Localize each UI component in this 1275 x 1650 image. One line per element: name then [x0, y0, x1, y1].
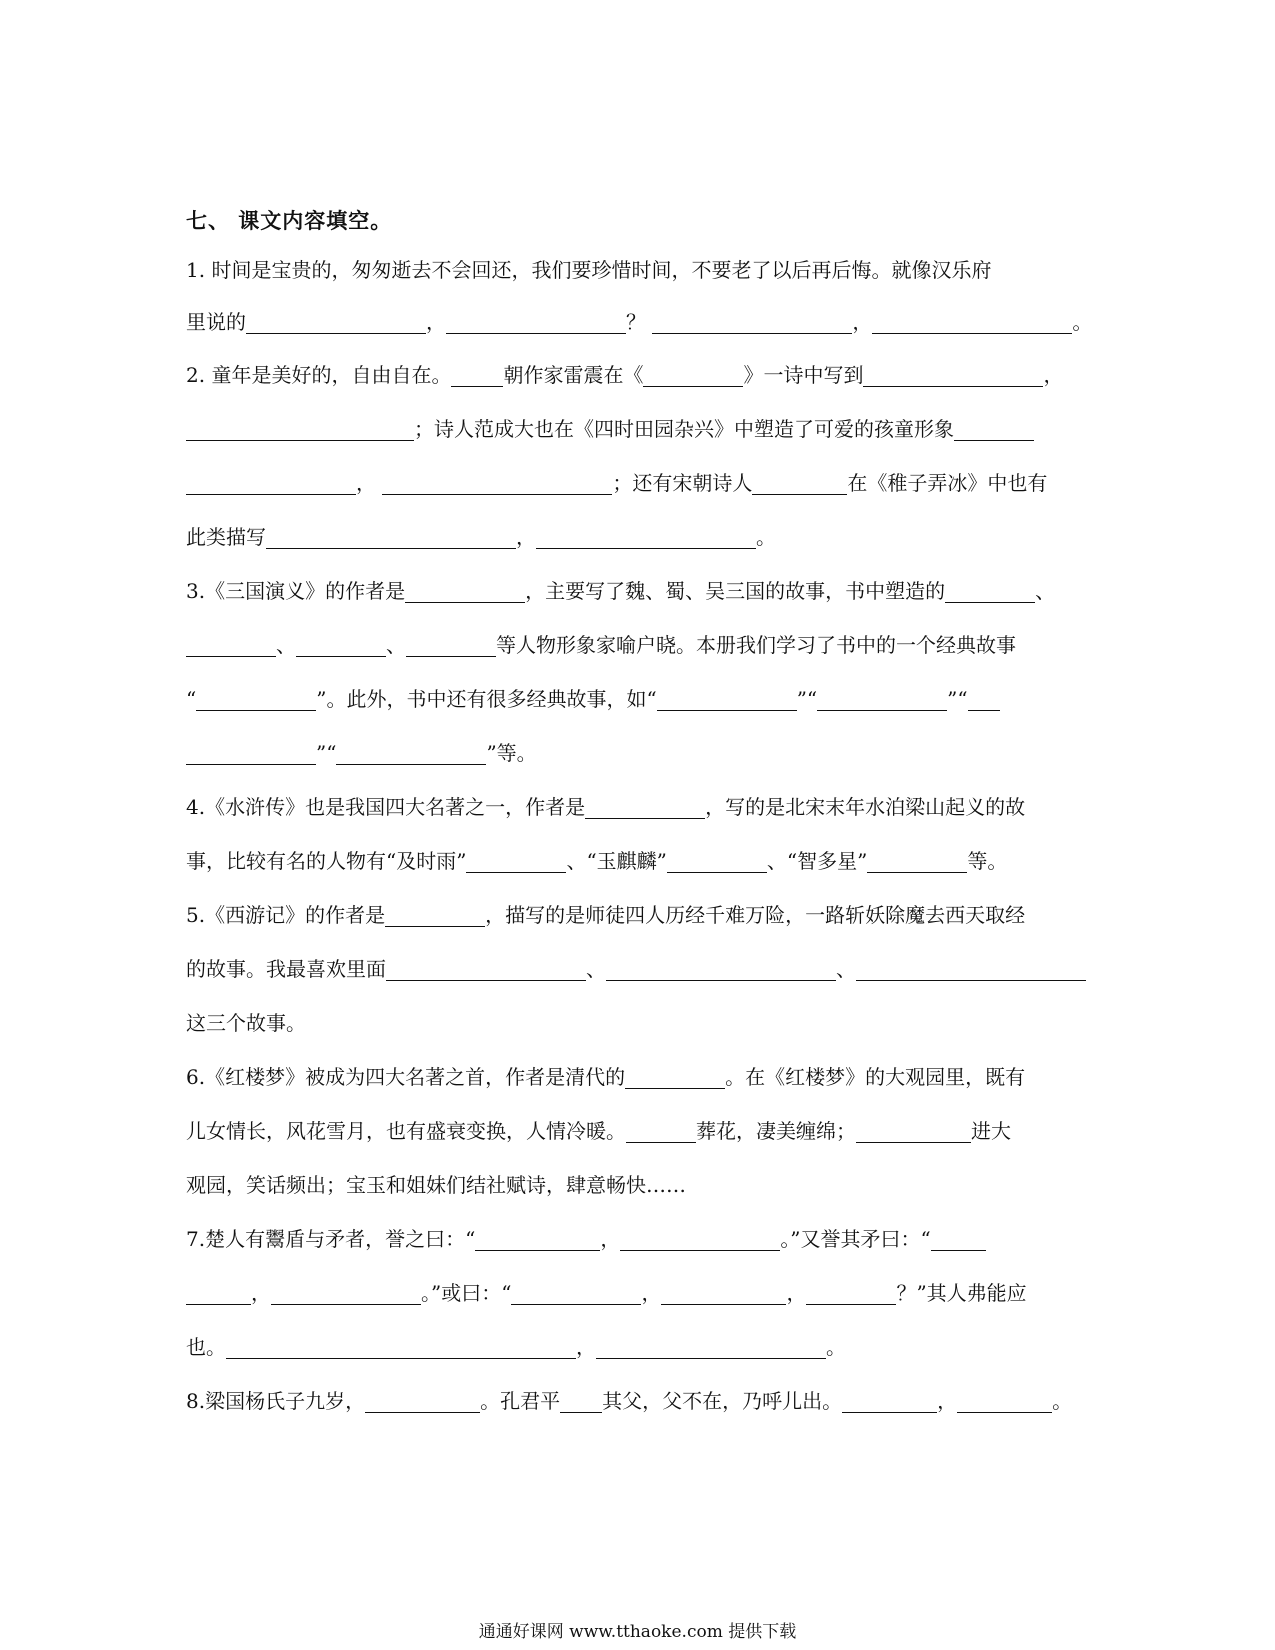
text-line — [186, 630, 1086, 660]
line-text: ， — [356, 471, 383, 495]
text-line — [186, 1008, 1086, 1038]
line-text: ， — [251, 1281, 271, 1305]
text-line — [186, 307, 1093, 337]
text-line — [186, 684, 1086, 714]
answer-blank[interactable] — [266, 524, 516, 549]
line-text: 的故事。我最喜欢里面 — [186, 957, 386, 981]
line-text: 里说的 — [186, 310, 246, 334]
line-text: 此类描写 — [186, 525, 266, 549]
answer-blank[interactable] — [945, 578, 1035, 603]
line-text: 。”或曰：“ — [421, 1281, 512, 1305]
text-line — [186, 468, 1086, 498]
text-line — [186, 954, 1086, 984]
line-text: 葬花，凄美缠绵； — [696, 1119, 856, 1143]
answer-blank[interactable] — [466, 848, 566, 873]
answer-blank[interactable] — [596, 1334, 826, 1359]
line-text: 这三个故事。 — [186, 1011, 306, 1035]
text-line — [186, 738, 1086, 768]
text-line — [186, 900, 1086, 930]
line-text: ， — [600, 1227, 621, 1251]
text-line — [186, 522, 1086, 552]
answer-blank[interactable] — [856, 956, 1086, 981]
text-line — [186, 1062, 1086, 1092]
line-text: “ — [186, 687, 197, 711]
line-text: ，写的是北宋末年水泊梁山起义的故 — [705, 795, 1026, 819]
text-line — [186, 846, 1086, 876]
line-text: ”等。 — [486, 741, 537, 765]
text-line — [186, 1116, 1086, 1146]
answer-blank[interactable] — [365, 1388, 480, 1413]
line-text: 、 — [586, 957, 606, 981]
line-text: 3.《三国演义》的作者是 — [186, 579, 406, 603]
section-title: 七、 课文内容填空。 — [186, 209, 393, 233]
line-text: ， — [641, 1281, 662, 1305]
line-text: ？”其人弗能应 — [896, 1281, 1027, 1305]
answer-blank[interactable] — [626, 1118, 696, 1143]
line-text: 1. 时间是宝贵的，匆匆逝去不会回还，我们要珍惜时间，不要老了以后再后悔。就像汉乐府 — [186, 258, 992, 282]
answer-blank[interactable] — [536, 524, 756, 549]
line-text: 、 — [386, 633, 406, 657]
answer-blank[interactable] — [806, 1280, 896, 1305]
answer-blank[interactable] — [606, 956, 836, 981]
line-text: 、 — [276, 633, 296, 657]
line-text: ， — [937, 1389, 958, 1413]
answer-blank[interactable] — [406, 632, 496, 657]
answer-blank[interactable] — [643, 362, 743, 387]
answer-blank[interactable] — [382, 470, 612, 495]
answer-blank[interactable] — [186, 632, 276, 657]
answer-blank[interactable] — [954, 416, 1034, 441]
line-text: 。 — [1072, 310, 1093, 334]
line-text: 、“玉麒麟” — [566, 849, 667, 873]
line-text: 、 — [1035, 579, 1056, 603]
line-text: 2. 童年是美好的，自由自在。 — [186, 363, 452, 387]
text-line — [186, 255, 1086, 285]
answer-blank[interactable] — [186, 740, 316, 765]
answer-blank[interactable] — [625, 1064, 725, 1089]
answer-blank[interactable] — [446, 309, 626, 334]
answer-blank[interactable] — [931, 1226, 986, 1251]
text-line — [186, 414, 1086, 444]
line-text: ；还有宋朝诗人 — [612, 471, 753, 495]
line-text: 6.《红楼梦》被成为四大名著之首，作者是清代的 — [186, 1065, 626, 1089]
line-text: ，描写的是师徒四人历经千难万险，一路斩妖除魔去西天取经 — [485, 903, 1026, 927]
line-text: 。在《红楼梦》的大观园里，既有 — [725, 1065, 1026, 1089]
answer-blank[interactable] — [475, 1226, 600, 1251]
answer-blank[interactable] — [196, 686, 316, 711]
answer-blank[interactable] — [667, 848, 767, 873]
line-text: ”“ — [796, 687, 818, 711]
text-line — [186, 792, 1086, 822]
answer-blank[interactable] — [872, 309, 1072, 334]
line-text: 。 — [756, 525, 776, 549]
line-text: 观园，笑话频出；宝玉和姐妹们结社赋诗，肆意畅快…… — [186, 1173, 686, 1197]
line-text: 在《稚子弄冰》中也有 — [847, 471, 1048, 495]
line-text: 儿女情长，风花雪月，也有盛衰变换，人情冷暖。 — [186, 1119, 626, 1143]
answer-blank[interactable] — [385, 902, 485, 927]
line-text: ， — [852, 310, 873, 334]
answer-blank[interactable] — [386, 956, 586, 981]
line-text: 、“智多星” — [766, 849, 868, 873]
answer-blank[interactable] — [652, 309, 852, 334]
page-footer: 通通好课网 www.tthaoke.com 提供下载 — [478, 1622, 797, 1642]
answer-blank[interactable] — [817, 686, 947, 711]
line-text: ；诗人范成大也在《四时田园杂兴》中塑造了可爱的孩童形象 — [414, 417, 954, 441]
line-text: ， — [576, 1335, 596, 1359]
answer-blank[interactable] — [867, 848, 967, 873]
line-text: 其父，父不在，乃呼儿出。 — [602, 1389, 843, 1413]
line-text: ， — [426, 310, 446, 334]
line-text: 也。 — [186, 1335, 226, 1359]
line-text: 5.《西游记》的作者是 — [186, 903, 386, 927]
answer-blank[interactable] — [186, 470, 356, 495]
answer-blank[interactable] — [856, 1118, 971, 1143]
line-text: ，主要写了魏、蜀、吴三国的故事，书中塑造的 — [525, 579, 946, 603]
answer-blank[interactable] — [842, 1388, 937, 1413]
answer-blank[interactable] — [585, 794, 705, 819]
answer-blank[interactable] — [336, 740, 486, 765]
line-text: ， — [786, 1281, 807, 1305]
line-text: 。 — [826, 1335, 846, 1359]
line-text: 。孔君平 — [480, 1389, 561, 1413]
text-line — [186, 1278, 1086, 1308]
text-line — [186, 1386, 1086, 1416]
answer-blank[interactable] — [271, 1280, 421, 1305]
line-text: 4.《水浒传》也是我国四大名著之一，作者是 — [186, 795, 586, 819]
answer-blank[interactable] — [186, 1280, 251, 1305]
line-text: ”“ — [316, 741, 337, 765]
line-text: 8.梁国杨氏子九岁， — [186, 1389, 366, 1413]
line-text: 进大 — [971, 1119, 1011, 1143]
text-line — [186, 1170, 1086, 1200]
answer-blank[interactable] — [560, 1388, 602, 1413]
line-text: ”。此外，书中还有很多经典故事，如“ — [316, 687, 657, 711]
answer-blank[interactable] — [661, 1280, 786, 1305]
answer-blank[interactable] — [863, 362, 1043, 387]
line-text: ”“ — [947, 687, 968, 711]
line-text: 、 — [836, 957, 856, 981]
answer-blank[interactable] — [657, 686, 797, 711]
line-text: ， — [516, 525, 536, 549]
answer-blank[interactable] — [246, 309, 426, 334]
line-text: 朝作家雷震在《 — [503, 363, 644, 387]
text-line — [186, 1332, 1086, 1362]
answer-blank[interactable] — [968, 686, 1000, 711]
line-text: 。 — [1052, 1389, 1073, 1413]
answer-blank[interactable] — [957, 1388, 1052, 1413]
answer-blank[interactable] — [405, 578, 525, 603]
answer-blank[interactable] — [451, 362, 503, 387]
line-text: 7.楚人有鬻盾与矛者，誉之曰：“ — [186, 1227, 476, 1251]
answer-blank[interactable] — [186, 416, 414, 441]
answer-blank[interactable] — [752, 470, 847, 495]
text-line — [186, 1224, 1086, 1254]
line-text: ， — [1043, 363, 1064, 387]
answer-blank[interactable] — [620, 1226, 780, 1251]
text-line — [186, 360, 1086, 390]
line-text: 等人物形象家喻户晓。本册我们学习了书中的一个经典故事 — [496, 633, 1016, 657]
answer-blank[interactable] — [296, 632, 386, 657]
text-line — [186, 576, 1086, 606]
answer-blank[interactable] — [226, 1334, 576, 1359]
answer-blank[interactable] — [511, 1280, 641, 1305]
line-text: 事，比较有名的人物有“及时雨” — [186, 849, 467, 873]
line-text: 等。 — [967, 849, 1008, 873]
line-text: 》一诗中写到 — [743, 363, 864, 387]
line-text: 。”又誉其矛曰：“ — [780, 1227, 931, 1251]
line-text: ？ — [626, 310, 653, 334]
